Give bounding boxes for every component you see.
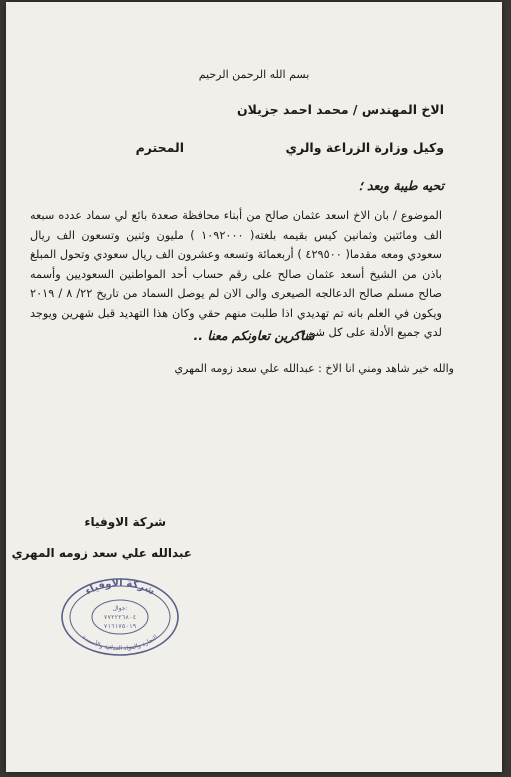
company-stamp	[58, 576, 182, 658]
addressee-title: وكيل وزارة الزراعة والري	[285, 140, 444, 155]
letter-body: الموضوع / بان الاخ اسعد عثمان صالح من أبناء محافظة صعدة بائع لي سماد عدده سبعه الف ومائتين وثمانين كيس بقيمه بلغته( ١٠٩٢٠٠٠ ) مليون وثنين وتسعون الف ريال سعودي ومعه مقدما( ٤٢٩٥٠٠ ) أربعمائة وتسعه وعشرون الف ريال سعودي وتحول المبلغ باذن من الشيخ أسعد عثمان صالح على رقم حساب أحد المواطنين السعوديين وأسمه صالح مسلم صالح الدعالجه الصيعرى والى الان لم يوصل السماد من تاريخ ٢٢/ ٨ / ٢٠١٩ ويكون في العلم بانه تم تهديدي اذا طلبت منهم حقي وكان هذا التهديد قبل شهرين ويوجد لدي جميع الأدلة على كل شيء .	[30, 209, 442, 339]
stamp-line-1: جوال:	[112, 605, 128, 612]
signer-name: عبدالله علي سعد زومه المهري	[11, 546, 192, 560]
stamp-line-3: ٧١٦١٧٥٠١٩	[103, 623, 137, 630]
company-name: شركة الاوفياء	[84, 515, 166, 529]
addressee: الاخ المهندس / محمد احمد جزيلان	[237, 102, 444, 117]
stamp-line-2: ٧٧٢٢٢٦٨٠٤	[103, 614, 137, 621]
greeting: تحيه طيبة وبعد ؛	[358, 178, 444, 193]
closing: شاكرين تعاونكم معنا ..	[193, 328, 315, 343]
basmala: بسم الله الرحمن الرحيم	[198, 68, 310, 81]
letter-page	[6, 2, 502, 772]
stamp-bottom-text: للتجارة والمواد الغذائية والأسمدة	[80, 633, 160, 653]
stamp-top-text: شركة الاوفياء	[83, 577, 157, 598]
honorific: المحترم	[135, 140, 184, 155]
witness-line: والله خير شاهد ومني انا الاخ : عبدالله علي سعد زومه المهري	[174, 362, 454, 375]
